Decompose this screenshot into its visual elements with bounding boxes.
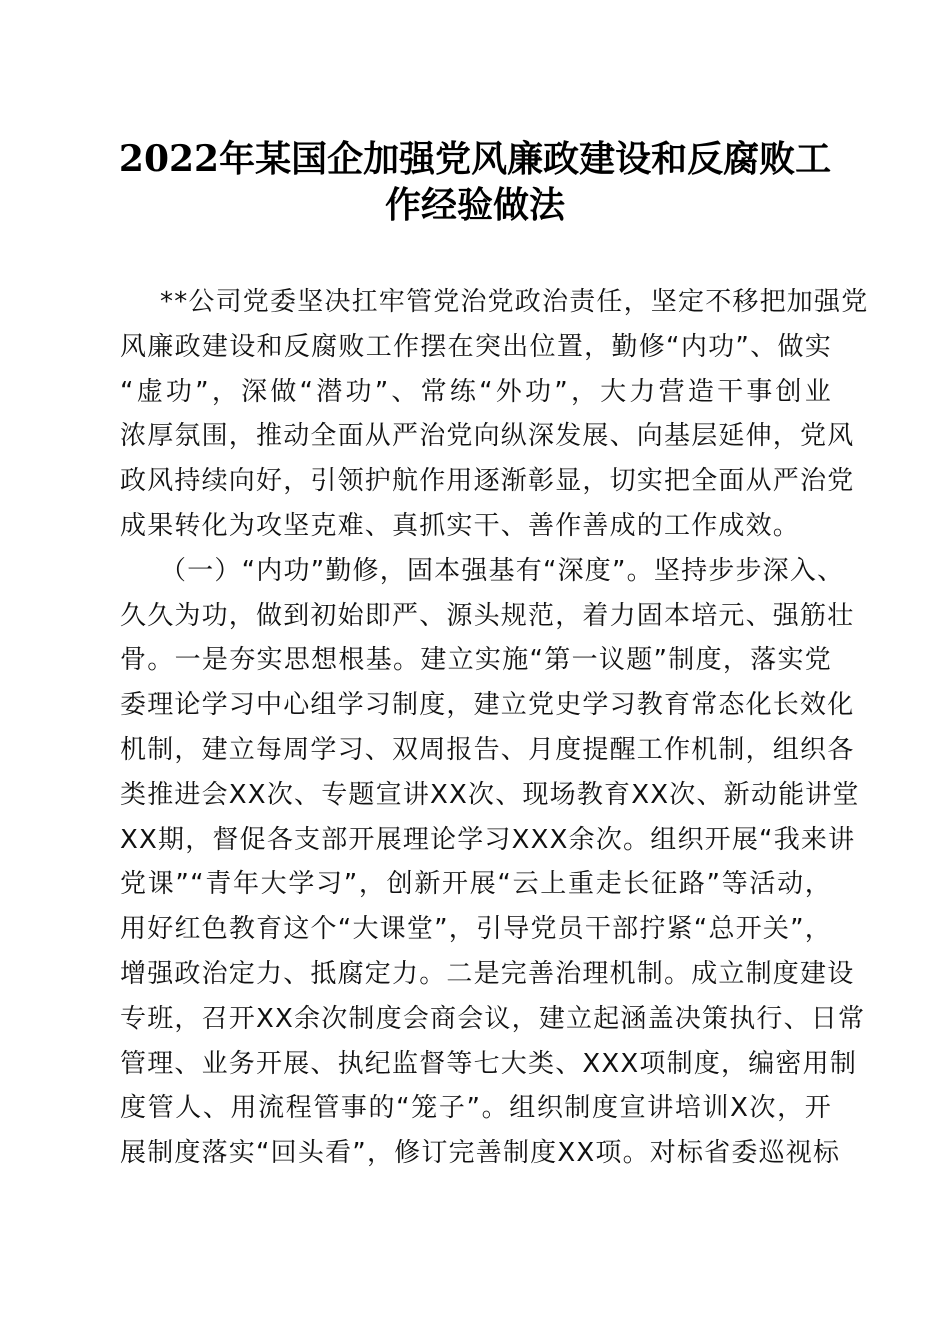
text-line: 久久为功，做到初始即严、源头规范，着力固本培元、强筋壮 xyxy=(120,600,855,631)
text-line: 度管人、用流程管事的“笼子”。组织制度宣讲培训X次，开 xyxy=(120,1093,832,1124)
document-title xyxy=(100,136,850,228)
text-line: 党课”“青年大学习”，创新开展“云上重走长征路”等活动， xyxy=(120,869,832,900)
text-line: 浓厚氛围，推动全面从严治党向纵深发展、向基层延伸，党风 xyxy=(120,421,855,452)
text-line: 管理、业务开展、执纪监督等七大类、XXX项制度，编密用制 xyxy=(120,1048,858,1079)
text-line: 骨。一是夯实思想根基。建立实施“第一议题”制度，落实党 xyxy=(120,645,832,676)
text-line: 专班，召开XX余次制度会商会议，建立起涵盖决策执行、日常 xyxy=(120,1003,866,1034)
text-line: 用好红色教育这个“大课堂”，引导党员干部拧紧“总开关”， xyxy=(120,914,832,945)
text-line: 政风持续向好，引领护航作用逐渐彰显，切实把全面从严治党 xyxy=(120,466,855,497)
text-line: 展制度落实“回头看”，修订完善制度XX项。对标省委巡视标 xyxy=(120,1138,841,1169)
text-line: 类推进会XX次、专题宣讲XX次、现场教育XX次、新动能讲堂 xyxy=(120,779,860,810)
text-line: 成果转化为攻坚克难、真抓实干、善作善成的工作成效。 xyxy=(120,510,801,541)
title-line: 2022年某国企加强党风廉政建设和反腐败工 xyxy=(118,138,832,180)
text-line: **公司党委坚决扛牢管党治党政治责任，坚定不移把加强党 xyxy=(160,287,869,317)
text-line: “虚功”，深做“潜功”、常练“外功”，大力营造干事创业 xyxy=(120,376,832,407)
document-body xyxy=(120,280,869,1176)
text-line: 增强政治定力、抵腐定力。二是完善治理机制。成立制度建设 xyxy=(120,958,855,989)
text-line: XX期，督促各支部开展理论学习XXX余次。组织开展“我来讲 xyxy=(120,824,856,855)
text-line: 委理论学习中心组学习制度，建立党史学习教育常态化长效化 xyxy=(120,690,855,721)
section-heading-line: （一）“内功”勤修，固本强基有“深度”。坚持步步深入、 xyxy=(160,555,845,586)
title-line: 作经验做法 xyxy=(384,184,565,226)
text-line: 机制，建立每周学习、双周报告、月度提醒工作机制，组织各 xyxy=(120,734,855,765)
paragraph-section-1 xyxy=(120,549,866,1176)
paragraph-intro xyxy=(120,280,869,549)
text-line: 风廉政建设和反腐败工作摆在突出位置，勤修“内功”、做实 xyxy=(120,331,832,362)
